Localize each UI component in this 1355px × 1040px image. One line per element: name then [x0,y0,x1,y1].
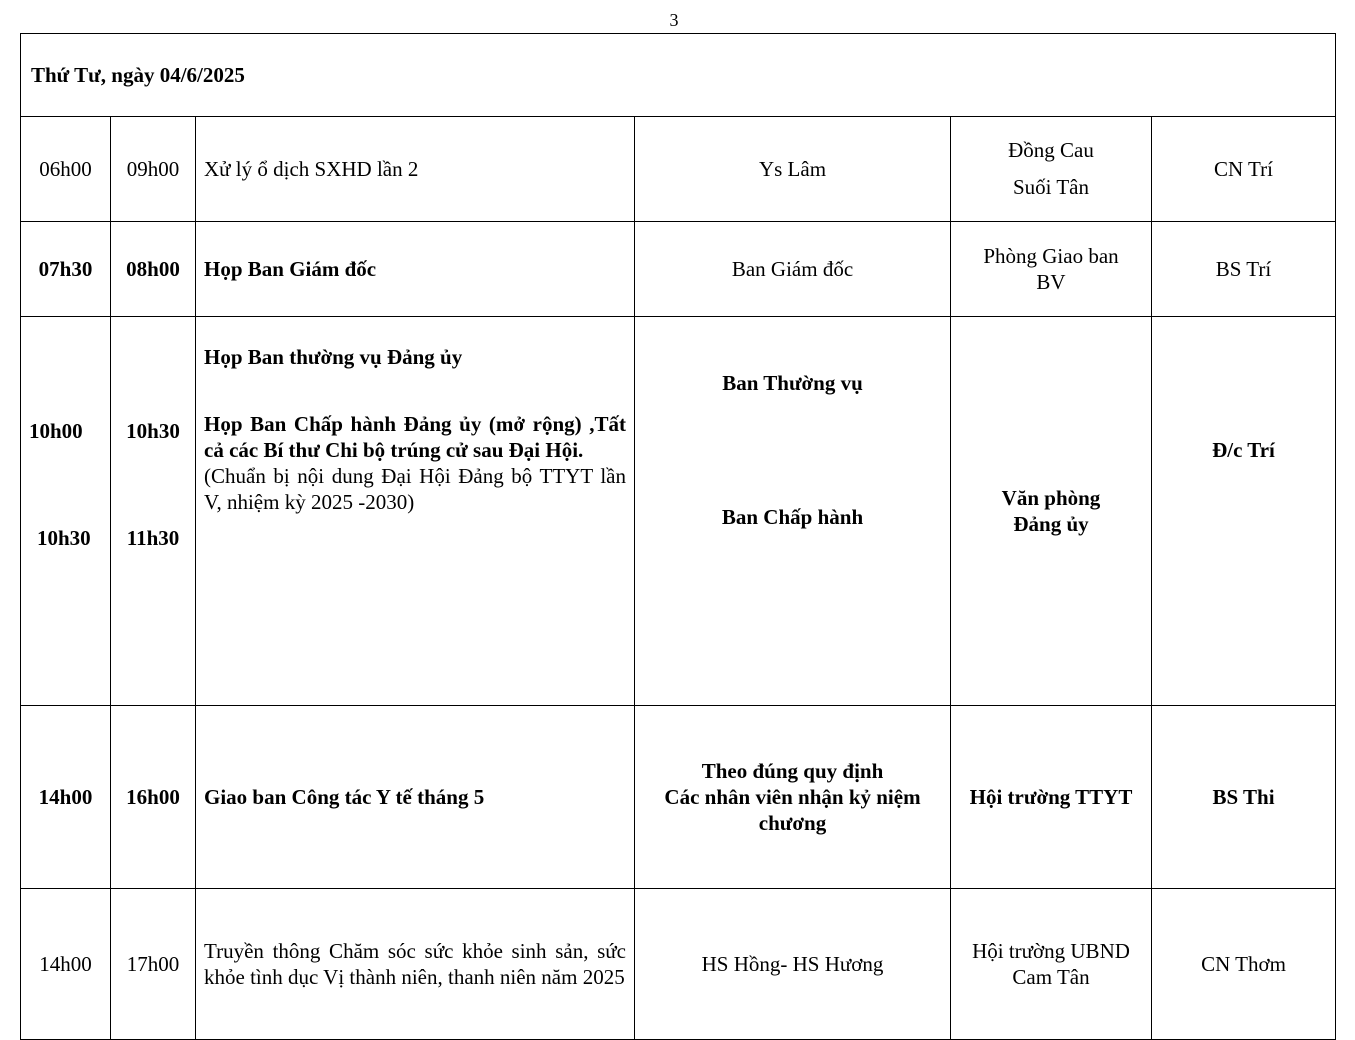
activity-content: Xử lý ổ dịch SXHD lần 2 [196,117,635,222]
location [951,222,1152,317]
participants-group: Ban Thường vụ [722,371,863,395]
lead-person: Đ/c Trí [1152,317,1336,706]
activity-title: Họp Ban thường vụ Đảng ủy [204,345,463,369]
date-row [21,34,1336,117]
page-number: 3 [669,10,679,30]
participants: HS Hồng- HS Hương [635,889,951,1040]
start-time: 07h30 [21,222,111,317]
table-row [21,222,1336,317]
start-time: 06h00 [21,117,111,222]
participants-group: Ban Chấp hành [721,505,864,529]
location [951,117,1152,222]
activity-content: Truyền thông Chăm sóc sức khỏe sinh sản, sức khỏe tình dục Vị thành niên, thanh niên năm 2025 [196,889,635,1040]
start-time: 10h30 [37,525,91,550]
lead-person: CN Thơm [1152,889,1336,1040]
end-time: 09h00 [111,117,196,222]
start-time: 10h00 [29,418,83,443]
location: Hội trường TTYT [951,706,1152,889]
start-time: 14h00 [21,889,111,1040]
location-line: Suối Tân [1012,175,1090,199]
activity-content: Giao ban Công tác Y tế tháng 5 [196,706,635,889]
participants-line: Các nhân viên nhận kỷ niệm chương [664,785,921,835]
activity-content: Họp Ban Giám đốc [196,222,635,317]
participants: Ban Giám đốc [635,222,951,317]
end-time: 10h30 [126,418,180,443]
participants [635,317,951,706]
location-line: Văn phòng [1001,486,1101,510]
location-line: Đồng Cau [1008,138,1094,162]
activity-title: Họp Ban Chấp hành Đảng ủy (mở rộng) ,Tất cả các Bí thư Chi bộ trúng cử sau Đại Hội. [204,412,626,462]
end-time: 16h00 [111,706,196,889]
location-line: Phòng Giao ban [983,244,1119,268]
date-heading: Thứ Tư, ngày 04/6/2025 [21,34,1336,117]
table-row [21,706,1336,889]
lead-person: BS Trí [1152,222,1336,317]
end-time: 08h00 [111,222,196,317]
lead-person: CN Trí [1152,117,1336,222]
end-times [111,317,196,706]
location [951,889,1152,1040]
location-line: Cam Tân [1012,965,1090,989]
end-time: 11h30 [126,525,180,550]
table-row [21,889,1336,1040]
activity-note: (Chuẩn bị nội dung Đại Hội Đảng bộ TTYT lần V, nhiệm kỳ 2025 -2030) [204,464,626,514]
activity-content [196,317,635,706]
table-row [21,117,1336,222]
location-line: BV [1036,270,1066,294]
table-row [21,317,1336,706]
end-time: 17h00 [111,889,196,1040]
participants [635,706,951,889]
location-line: Hội trường UBND [972,939,1130,963]
location [951,317,1152,706]
participants: Ys Lâm [635,117,951,222]
start-time: 14h00 [21,706,111,889]
location-line: Đảng ủy [1013,512,1089,536]
lead-person: BS Thi [1152,706,1336,889]
participants-line: Theo đúng quy định [701,759,884,783]
start-times [21,317,111,706]
schedule-table [20,33,1336,1040]
